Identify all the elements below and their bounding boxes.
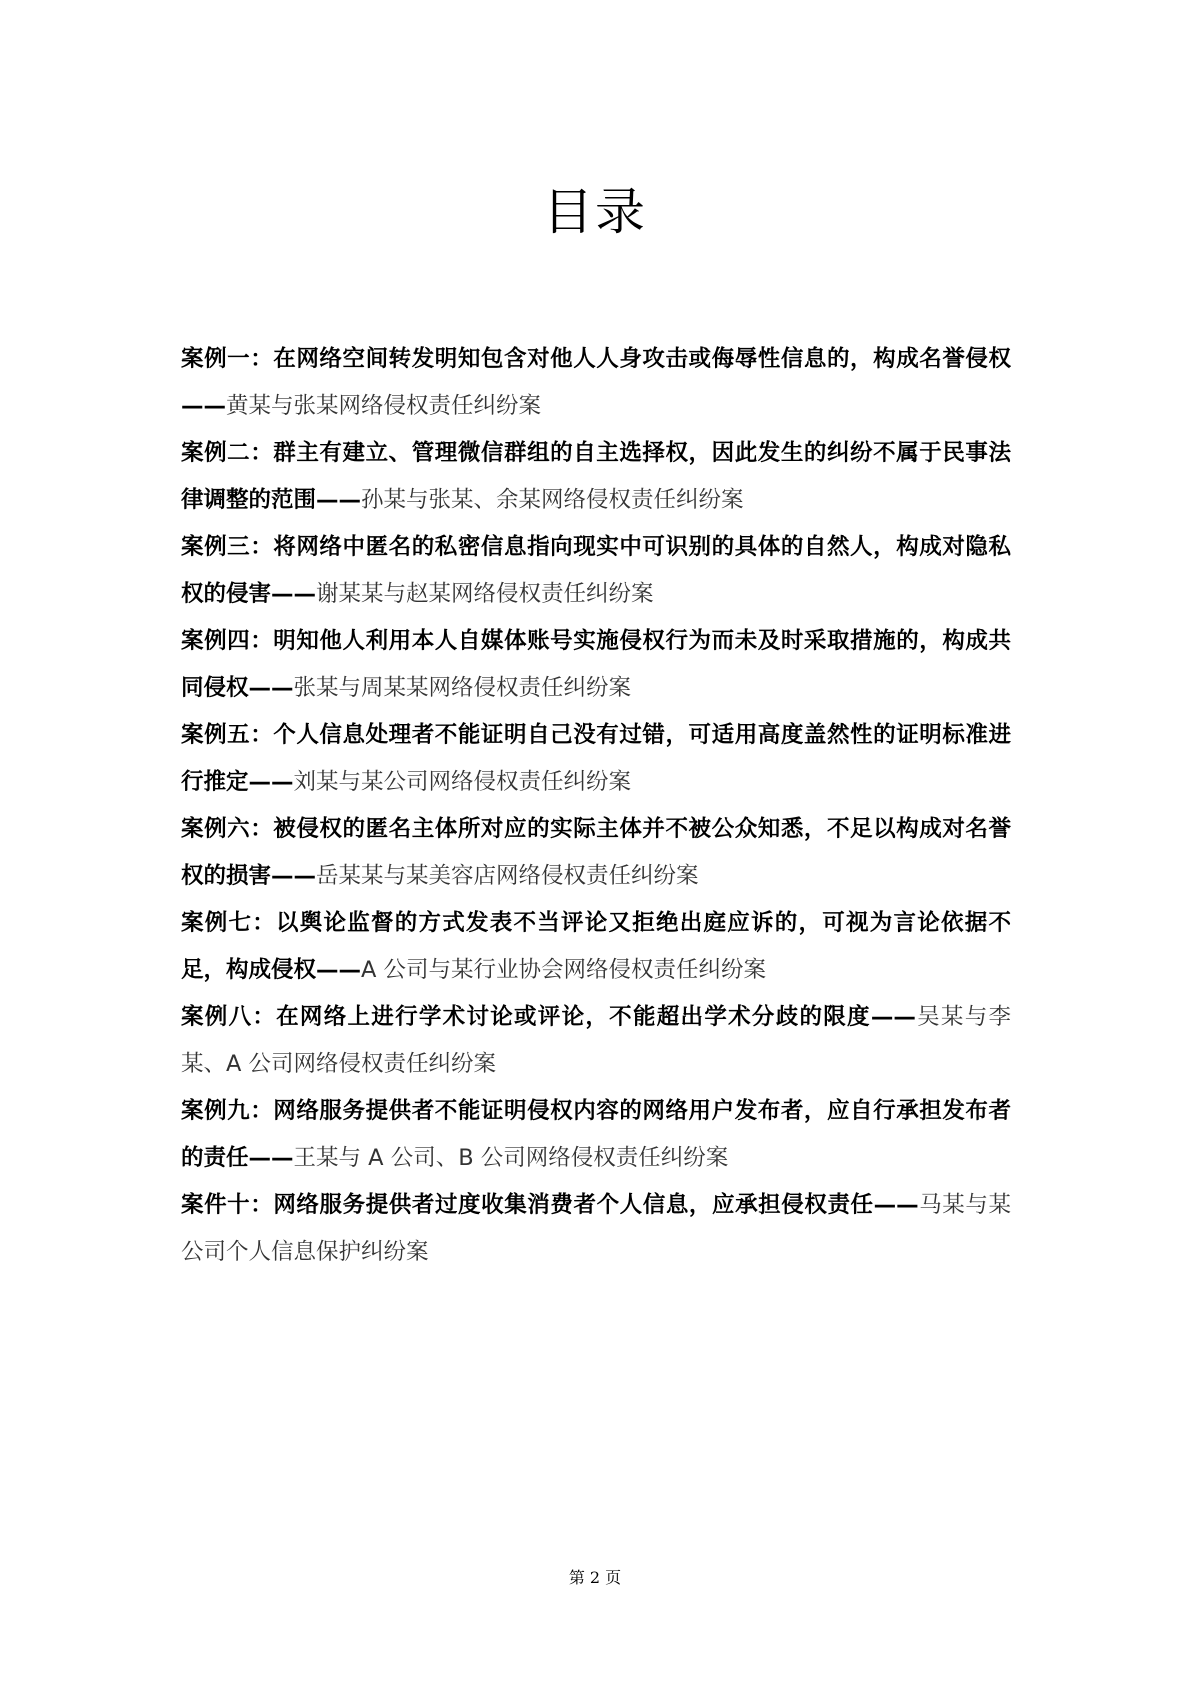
toc-entry[interactable] — [181, 900, 1011, 994]
toc-entry[interactable] — [181, 806, 1011, 900]
page-number: 第 2 页 — [568, 1568, 622, 1587]
toc-entry-case-name: 岳某某与某美容店网络侵权责任纠纷案 — [316, 863, 699, 889]
table-of-contents — [181, 336, 1011, 1276]
toc-entry-heading: 案例八：在网络上进行学术讨论或评论，不能超出学术分歧的限度—— — [181, 1004, 916, 1030]
toc-entry-heading: 案例一：在网络空间转发明知包含对他人人身攻击或侮辱性信息的，构成名誉侵权—— — [181, 346, 1011, 419]
toc-entry-heading: 案例二：群主有建立、管理微信群组的自主选择权，因此发生的纠纷不属于民事法律调整的范围—— — [181, 440, 1011, 513]
toc-entry-heading: 案例三：将网络中匿名的私密信息指向现实中可识别的具体的自然人，构成对隐私权的侵害—— — [181, 534, 1011, 607]
toc-entry[interactable] — [181, 712, 1011, 806]
toc-entry[interactable] — [181, 994, 1011, 1088]
toc-entry-case-name: 刘某与某公司网络侵权责任纠纷案 — [293, 769, 632, 795]
toc-entry-case-name: 谢某某与赵某网络侵权责任纠纷案 — [316, 581, 654, 607]
toc-entry-case-name: 张某与周某某网络侵权责任纠纷案 — [293, 675, 632, 701]
toc-entry[interactable] — [181, 430, 1011, 524]
toc-entry-case-name: 孙某与张某、余某网络侵权责任纠纷案 — [361, 487, 744, 513]
toc-entry-heading: 案件十：网络服务提供者过度收集消费者个人信息，应承担侵权责任—— — [181, 1192, 919, 1218]
toc-entry[interactable] — [181, 1088, 1011, 1182]
toc-entry[interactable] — [181, 1182, 1011, 1276]
toc-entry[interactable] — [181, 524, 1011, 618]
toc-entry-heading: 案例六：被侵权的匿名主体所对应的实际主体并不被公众知悉，不足以构成对名誉权的损害—— — [181, 816, 1011, 889]
toc-entry-heading: 案例七：以舆论监督的方式发表不当评论又拒绝出庭应诉的，可视为言论依据不足，构成侵权—— — [181, 910, 1011, 983]
toc-entry-case-name: 马某与某公司个人信息保护纠纷案 — [181, 1192, 1011, 1265]
toc-entry-heading: 案例四：明知他人利用本人自媒体账号实施侵权行为而未及时采取措施的，构成共同侵权—— — [181, 628, 1011, 701]
toc-entry-heading: 案例九：网络服务提供者不能证明侵权内容的网络用户发布者，应自行承担发布者的责任—— — [181, 1098, 1011, 1171]
page-title: 目录 — [543, 183, 647, 241]
toc-entry-case-name: 吴某与李某、A 公司网络侵权责任纠纷案 — [181, 1004, 1011, 1077]
toc-entry-case-name: 王某与 A 公司、B 公司网络侵权责任纠纷案 — [293, 1145, 729, 1171]
toc-entry-case-name: A 公司与某行业协会网络侵权责任纠纷案 — [361, 957, 767, 983]
toc-entry[interactable] — [181, 618, 1011, 712]
toc-entry[interactable] — [181, 336, 1011, 430]
toc-entry-case-name: 黄某与张某网络侵权责任纠纷案 — [226, 393, 542, 419]
toc-entry-heading: 案例五：个人信息处理者不能证明自己没有过错，可适用高度盖然性的证明标准进行推定—— — [181, 722, 1011, 795]
